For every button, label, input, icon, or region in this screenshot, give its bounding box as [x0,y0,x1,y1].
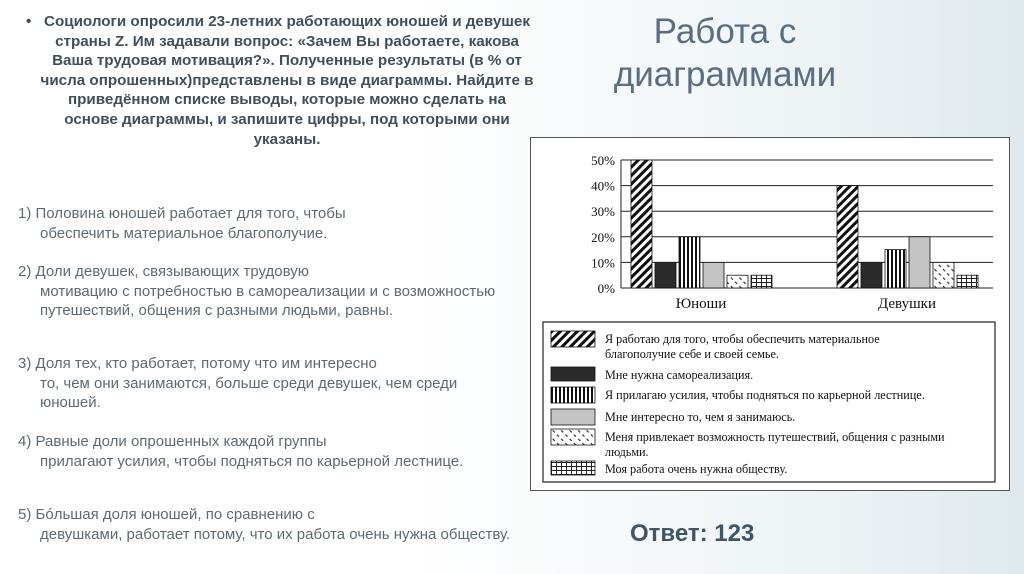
bar [837,186,858,288]
legend-label: Я работаю для того, чтобы обеспечить материальное благополучие себе и своей семье. [605,332,880,361]
y-tick-label: 50% [591,153,615,168]
option-1-first: 1) Половина юношей работает для того, чтобы [18,205,346,222]
bar [655,262,676,288]
legend-label: Мне нужна самореализация. [605,368,754,382]
slide-title: Работа с диаграммами [613,12,837,94]
option-5-first: 5) Бóльшая доля юношей, по сравнению с [18,506,315,523]
x-tick-label: Юноши [675,296,727,312]
bar-chart [531,138,1009,490]
x-tick-label: Девушки [877,296,937,312]
bar [957,275,978,288]
option-1 [18,204,522,243]
option-2-rest: мотивацию с потребностью в самореализации и с возможностью путешествий, общения с разными людьми, равны. [40,282,496,319]
option-4-first: 4) Равные доли опрошенных каждой группы [18,433,327,450]
legend-swatch [551,461,595,475]
legend-label: Я прилагаю усилия, чтобы подняться по карьерной лестнице. [605,388,925,402]
chart-frame [530,137,1010,491]
option-4 [18,432,522,471]
y-tick-label: 10% [591,255,615,271]
legend-label: Мне интересно то, чем я занимаюсь. [605,410,796,424]
legend-swatch [551,409,595,425]
y-tick-label: 20% [591,229,615,245]
y-tick-label: 30% [591,204,615,220]
legend [543,322,995,482]
bar [861,262,882,288]
bar [727,275,748,288]
bar [909,237,930,288]
bullet: • [26,13,32,30]
legend-label: Меня привлекает возможность путешествий, общения с разными людьми. [605,430,945,459]
legend-label: Моя работа очень нужна обществу. [605,462,788,476]
answer-text: Ответ: 123 [630,520,755,547]
option-2-first: 2) Доли девушек, связывающих трудовую [18,263,310,280]
plot-area [591,153,993,312]
bar [703,262,724,288]
bar [933,262,954,288]
option-4-rest: прилагают усилия, чтобы подняться по карьерной лестнице. [40,452,464,470]
legend-swatch [551,331,595,347]
legend-swatch [551,387,595,403]
bar [679,237,700,288]
option-3-rest: то, чем они занимаются, больше среди девушек, чем среди юношей. [40,374,458,411]
question-text [26,12,534,149]
option-3-first: 3) Доля тех, кто работает, потому что им интересно [18,355,377,372]
legend-swatch [551,367,595,381]
bar [631,160,652,288]
y-tick-label: 0% [597,281,615,296]
option-2 [18,262,522,321]
option-5 [18,505,522,544]
option-5-rest: девушками, работает потому, что их работа очень нужна обществу. [40,525,511,543]
legend-swatch [551,429,595,445]
question-body: Социологи опросили 23-летних работающих юношей и девушек страны Z. Им задавали вопрос: «Зачем Вы работаете, какова Ваша трудовая мотивация?». Полученные результаты (в % от числа опрошенных)представлены в виде диаграммы. Найдите в приведённом списке выводы, которые можно сделать на основе диаграммы, и запишите цифры, под которыми они указаны. [40,13,534,148]
y-tick-label: 40% [591,178,615,194]
option-1-rest: обеспечить материальное благополучие. [40,224,328,242]
option-3 [18,354,522,413]
bar [751,275,772,288]
bar [885,250,906,288]
